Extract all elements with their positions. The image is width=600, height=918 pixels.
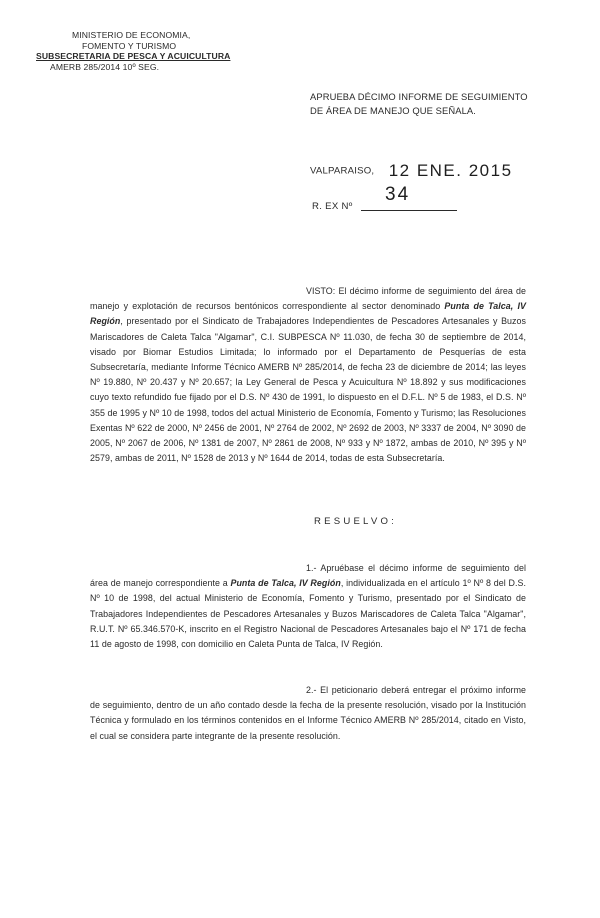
place: VALPARAISO, — [310, 165, 375, 177]
point-1-text-2: , individualizada en el artículo 1º Nº 8 del D.S. Nº 10 de 1998, del actual Ministerio de Economía, Fomento y Turismo, presentado por el Sindicato de Trabajadores Independientes de Pescadores Artesanales y Buzos Mariscadores de Caleta Talca "Algamar", R.U.T. Nº 65.346.570-K, inscrito en el Registro Nacional de Pescadores Artesanales bajo el Nº 171 de fecha 11 de agosto de 1998, con domicilio en Caleta Punta de Talca, IV Región. — [90, 578, 526, 650]
point-2-paragraph — [90, 683, 526, 744]
point-2-text: 2.- El peticionario deberá entregar el próximo informe de seguimiento, dentro de un año contado desde la fecha de la presente resolución, visado por la Institución Técnica y formulado en los términos contenidos en el Informe Técnico AMERB Nº 285/2014, citado en Visto, el cual se considera parte integrante de la presente resolución. — [90, 685, 526, 741]
file-reference: AMERB 285/2014 10º SEG. — [50, 61, 160, 72]
point-1-place-name: Punta de Talca, IV Región — [230, 578, 341, 589]
resolution-number-line — [312, 184, 457, 214]
subsecretariat-name: SUBSECRETARIA DE PESCA Y ACUICULTURA — [36, 51, 231, 62]
visto-paragraph — [90, 284, 526, 466]
visto-text-1: El décimo informe de seguimiento del área de manejo y explotación de recursos bentónicos correspondiente al sector denominado — [90, 286, 526, 312]
point-1-text-1: 1.- Apruébase el décimo informe de seguimiento del área de manejo correspondiente a — [90, 563, 526, 589]
visto-lead: VISTO: — [306, 286, 336, 296]
resolution-number-field — [361, 184, 457, 211]
ministry-name: MINISTERIO DE ECONOMIA, — [72, 30, 191, 40]
resolution-label: R. EX Nº — [312, 201, 353, 212]
ministry-name-cont: FOMENTO Y TURISMO — [82, 40, 177, 51]
place-date-line — [310, 161, 513, 181]
document-subject: APRUEBA DÉCIMO INFORME DE SEGUIMIENTO DE ÁREA DE MANEJO QUE SEÑALA. — [310, 91, 528, 116]
institution-header — [36, 30, 236, 72]
visto-text-2: , presentado por el Sindicato de Trabajadores Independientes de Pescadores Artesanales y Buzos Mariscadores de Caleta Talca "Algamar", C.I. SUBPESCA Nº 11.030, de fecha 30 de septiembre de 2014, visado por Biomar Estudios Limitada; lo informado por el Departamento de Pesquerías de esta Subsecretaría, mediante Informe Técnico AMERB Nº 285/2014, de fecha 23 de diciembre de 2014; las leyes Nº 19.880, Nº 20.437 y Nº 20.657; la Ley General de Pesca y Acuicultura Nº 18.892 y sus modificaciones cuyo texto refundido fue fijado por el D.S. Nº 430 de 1991, lo dispuesto en el D.F.L. Nº 5 de 1983, el D.S. Nº 355 de 1995 y Nº 10 de 1998, todos del actual Ministerio de Economía, Fomento y Turismo; las Resoluciones Exentas Nº 622 de 2000, Nº 2456 de 2001, Nº 2764 de 2002, Nº 2692 de 2003, Nº 3337 de 2004, Nº 3090 de 2005, Nº 2067 de 2006, Nº 1381 de 2007, Nº 2861 de 2008, Nº 933 y Nº 1872, ambas de 2010, Nº 395 y Nº 2579, ambas de 2011, Nº 1528 de 2013 y Nº 1644 de 2014, todas de esta Subsecretaría. — [90, 316, 526, 464]
resolution-number: 34 — [385, 184, 411, 205]
visto-place-name: Punta de Talca, IV Región — [90, 301, 526, 327]
stamped-date: 12 ENE. 2015 — [388, 161, 513, 180]
point-1-paragraph — [90, 561, 526, 652]
resuelvo-heading: RESUELVO: — [314, 516, 398, 527]
